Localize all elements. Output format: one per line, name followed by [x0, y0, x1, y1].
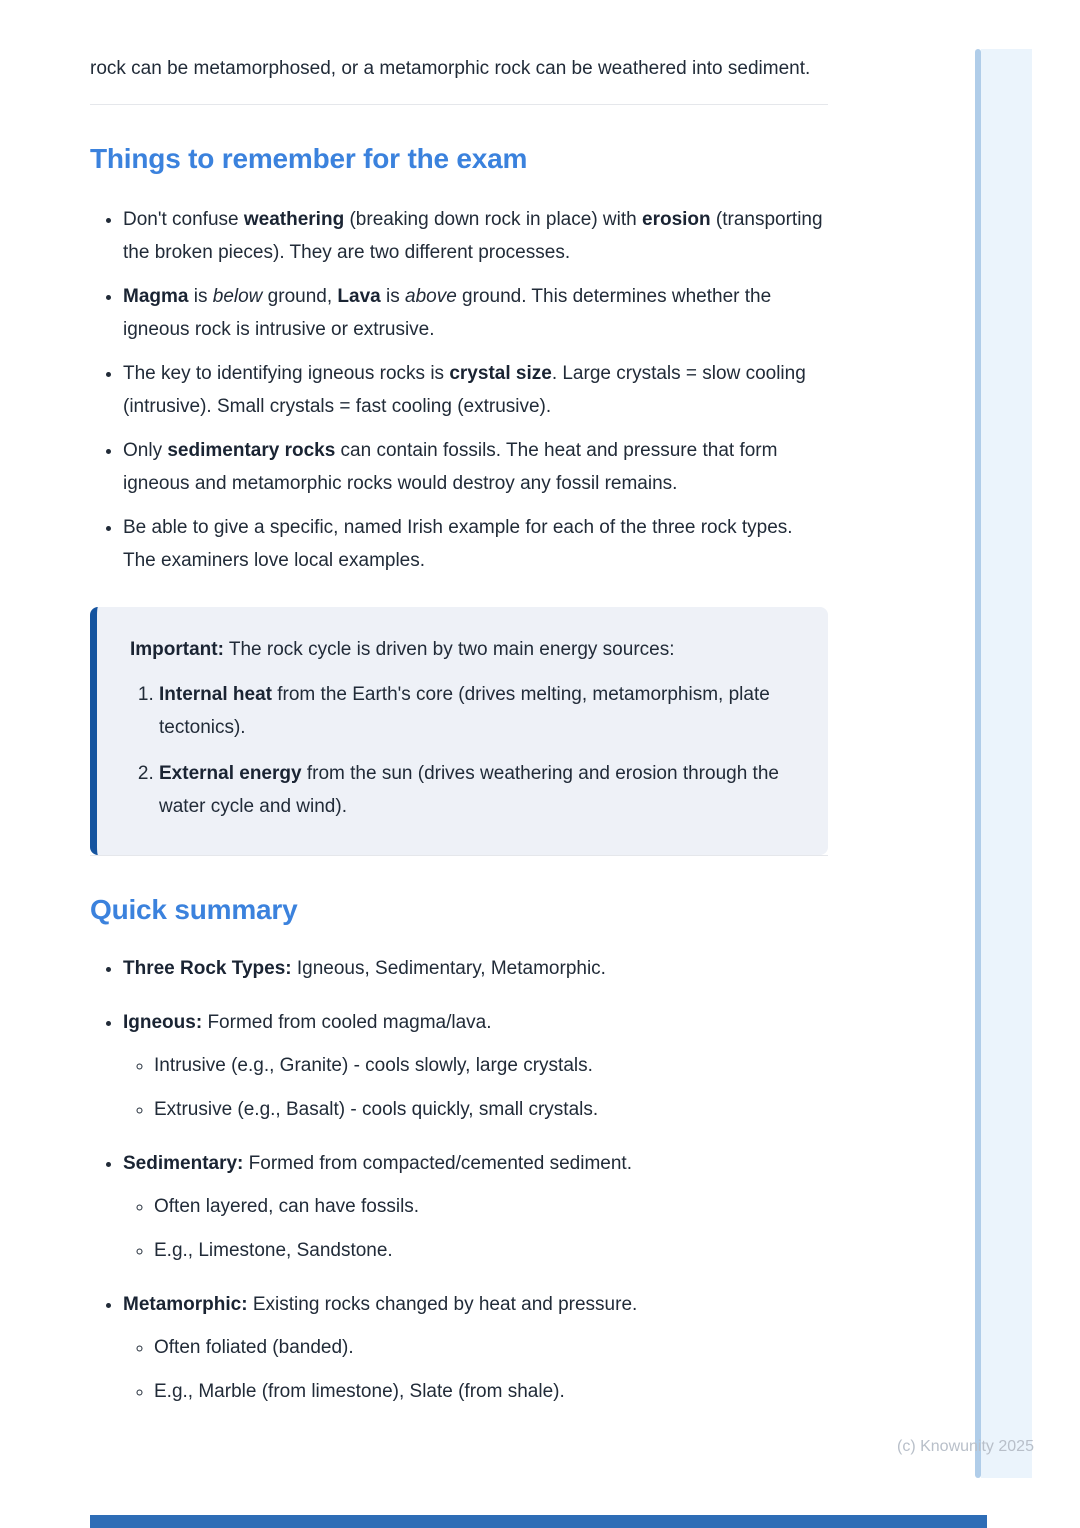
summary-section-heading: Quick summary: [90, 894, 298, 925]
bottom-accent-bar: [90, 1515, 987, 1528]
list-item: • Don't confuse weathering (breaking down rock in place) with erosion (transporting the broken pieces). They are two different processes.: [123, 203, 828, 269]
summary-list: [90, 952, 828, 1408]
list-item: • Only sedimentary rocks can contain fossils. The heat and pressure that form igneous and metamorphic rocks would destroy any fossil remains.: [123, 434, 828, 500]
section-divider: [90, 855, 828, 856]
exam-tips-list: [90, 203, 828, 577]
sub-list-item: ◦ Often layered, can have fossils.: [154, 1190, 828, 1223]
intro-paragraph: rock can be metamorphosed, or a metamorphic rock can be weathered into sediment.: [90, 58, 811, 79]
list-item-text: Sedimentary: Formed from compacted/cemented sediment.: [123, 1153, 632, 1174]
list-item: • Be able to give a specific, named Irish example for each of the three rock types. The examiners love local examples.: [123, 511, 828, 577]
sub-list-item: ◦ Often foliated (banded).: [154, 1331, 828, 1364]
copyright-watermark: (c) Knowunity 2025: [897, 1438, 1034, 1455]
list-item: [123, 1006, 828, 1126]
list-item: [123, 1288, 828, 1408]
important-callout: [90, 607, 828, 855]
exam-section-heading: Things to remember for the exam: [90, 143, 528, 174]
sub-list-item: ◦ E.g., Marble (from limestone), Slate (from shale).: [154, 1375, 828, 1408]
list-item: 1. Internal heat from the Earth's core (drives melting, metamorphism, plate tectonics).: [159, 678, 790, 744]
list-item-text: Metamorphic: Existing rocks changed by heat and pressure.: [123, 1294, 638, 1315]
sub-list-item: ◦ Intrusive (e.g., Granite) - cools slowly, large crystals.: [154, 1049, 828, 1082]
sub-list: [123, 1049, 828, 1126]
sub-list-item: ◦ Extrusive (e.g., Basalt) - cools quickly, small crystals.: [154, 1093, 828, 1126]
section-divider: [90, 104, 828, 105]
list-item: 2. External energy from the sun (drives weathering and erosion through the water cycle and wind).: [159, 757, 790, 823]
sub-list: [123, 1190, 828, 1267]
callout-lead: Important: The rock cycle is driven by two main energy sources:: [130, 639, 675, 660]
scrollbar-track[interactable]: [981, 49, 1032, 1478]
scrollbar-thumb[interactable]: [975, 49, 981, 1478]
list-item: • Magma is below ground, Lava is above ground. This determines whether the igneous rock is intrusive or extrusive.: [123, 280, 828, 346]
list-item-text: Three Rock Types: Igneous, Sedimentary, Metamorphic.: [123, 958, 606, 979]
list-item: [123, 952, 828, 985]
page-content: [90, 0, 828, 1408]
sub-list-item: ◦ E.g., Limestone, Sandstone.: [154, 1234, 828, 1267]
list-item: [123, 1147, 828, 1267]
list-item-text: Igneous: Formed from cooled magma/lava.: [123, 1012, 492, 1033]
callout-numbered-list: [130, 678, 790, 823]
list-item: • The key to identifying igneous rocks is crystal size. Large crystals = slow cooling (intrusive). Small crystals = fast cooling (extrusive).: [123, 357, 828, 423]
sub-list: [123, 1331, 828, 1408]
